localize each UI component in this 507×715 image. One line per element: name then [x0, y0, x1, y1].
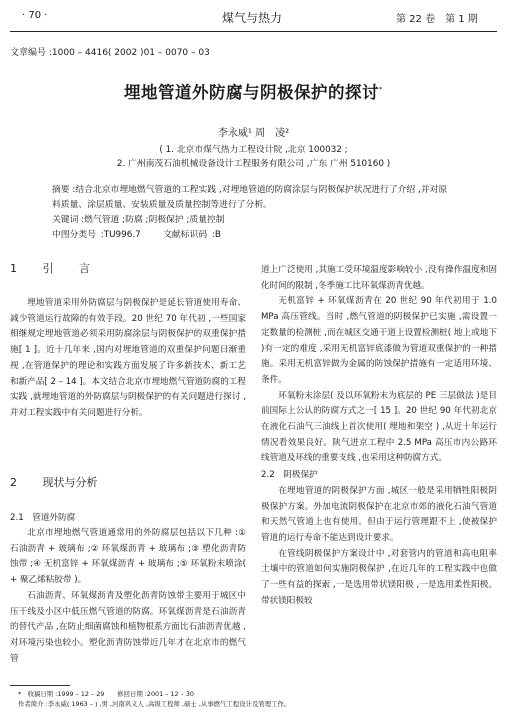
section-intro-heading: 1 引 言	[10, 262, 90, 275]
title-footnote-mark: *	[379, 85, 383, 94]
footnote-author: 作者简介 :李永威( 1963 – ) ,男 ,河南巩义人 ,高级工程师 ,硕士 ,从事燃气工程设计及管理工作。	[18, 700, 291, 708]
issue-info: 第 22 卷 第 1 期	[396, 14, 478, 25]
classification: 中图分类号 :TU996.7 文献标识码 :B	[52, 230, 221, 240]
section-status-heading: 2 现状与分析	[10, 476, 98, 489]
authors: 李永威¹ 周 凌²	[217, 128, 290, 139]
paper-title-text: 埋地管道外防腐与阴极保护的探讨	[124, 83, 379, 102]
subsection-2-2-heading: 2.2 阴极保护	[261, 470, 318, 481]
header-rule	[10, 31, 497, 32]
article-number: 文章编号 :1000 – 4416( 2002 )01 – 0070 – 03	[10, 48, 210, 58]
right-column	[261, 263, 497, 609]
page-number: · 70 ·	[22, 10, 48, 21]
footnote-dates: * 收稿日期 :1999 – 12 – 29 修回日期 :2001 – 12 – 30	[18, 690, 194, 698]
subsection-2-2-text: 在埋地管道的阴极保护方面 ,城区一般是采用牺牲阳极阴极保护方案。外加电流阴极保护在北京市郊的液化石油气管道和天然气管道上也有使用。但由于运行管理跟不上 ,使被保护管道的运行寿命不能达到设计要求。	[261, 485, 497, 543]
abstract: 摘要 :结合北京市埋地燃气管道的工程实践 ,对埋地管道的防腐涂层与阴极保护状况进行了介绍 ,并对原料质量、涂层质量、安装质量及质量控制等进行了分析。	[52, 185, 448, 210]
intro-text: 埋地管道采用外防腐层与阴极保护是延长管道使用寿命、减少管道运行故障的有效手段。20 世纪 70 年代初 ,一些国家相继规定埋地管道必须采用防腐涂层与阴极保护的双重保护措施[ 1 ]。近十几年来 ,国内对埋地管道的双重保护问题日渐重视 ,在管道保护的理论和实践方面发展了许多新技术、新工艺和新产品[ 2 – 14 ]。本文结合北京市埋地燃气管道防腐的工程实践 ,就埋地管道的外防腐层与阴极保护的有关问题进行探讨 ,并对工程实践中有关问题进行分析。	[10, 298, 246, 418]
right-paragraph-2: 环氧粉末涂层( 及以环氧粉末为底层的 PE 三层做法 )是目前国际上公认的防腐方式之一[ 15 ]。20 世纪 90 年代初北京在液化石油气三油线上首次使用( 埋地和架空 ) ,从近十年运行情况看效果良好。陕气进京工程中 2.5 MPa 高压市内公路环线管道及环线的重要支线 ,也采用这种防腐方式。	[261, 390, 497, 464]
right-paragraph-1: 无机富锌 + 环氧煤沥青在 20 世纪 90 年代初用于 1.0 MPa 高压管线。当时 ,燃气管道的阴极保护已实施 ,需设置一定数量的检测桩 ,而在城区交通干道上设置检测桩( 地上或地下 )有一定的难度 ,采用无机富锌底漆做为管道双重保护的一种措施。采用无机富锌做为金属的防蚀保护措施有一定适用环境、条件。	[261, 296, 497, 385]
left-paragraph-3: 石油沥青、环氧煤沥青及塑化沥青防蚀带主要用于城区中压干线及小区中低压燃气管道的防腐。环氧煤沥青是石油沥青的替代产品 ,在防止细菌腐蚀和植物根系方面比石油沥青优越 ,对环境污染也较小。塑化沥青防蚀带近几年才在北京市的燃气管	[10, 590, 246, 664]
right-paragraph-5: 在管线阴极保护方案设计中 ,对套管内的管道和高电阻率土壤中的管道如何实施阴极保护 ,在近几年的工程实践中也做了一些有益的探索 ,一是选用带状镁阳极 ,一是选用柔性阳极。带状镁阳极较	[261, 548, 497, 606]
keywords: 关键词 :燃气管道 ;防腐 ;阴极保护 ;质量控制	[52, 215, 225, 225]
subsection-2-1-heading: 2.1 管道外防腐	[10, 513, 76, 523]
paper-title	[0, 79, 507, 103]
affiliation-1: ( 1. 北京市煤气热力工程设计院 ,北京 100032 ;	[159, 145, 348, 155]
subsection-2-1-paragraph	[10, 526, 246, 667]
intro-paragraph	[10, 296, 246, 422]
right-paragraph-0: 道上广泛使用 ,其施工受环境温度影响较小 ,没有操作温度和固化时间的限制 ,冬季施工比环氧煤沥青优越。	[261, 265, 497, 291]
footnote-rule	[10, 685, 70, 686]
journal-name: 煤气与热力	[222, 11, 283, 25]
subsection-2-1-text: 北京市埋地燃气管道通常用的外防腐层包括以下几种 :①石油沥青 + 玻璃布 ;② 环氧煤沥青 + 玻璃布 ;③ 塑化沥青防蚀带 ;④ 无机富锌 + 环氧煤沥青 + 玻璃布 ;⑤ 环氧粉末喷涂( + 聚乙烯粘胶带 )。	[10, 528, 246, 586]
affiliation-2: 2. 广州南茂石油机械设备设计工程服务有限公司 ,广东 广州 510160 )	[116, 159, 391, 169]
